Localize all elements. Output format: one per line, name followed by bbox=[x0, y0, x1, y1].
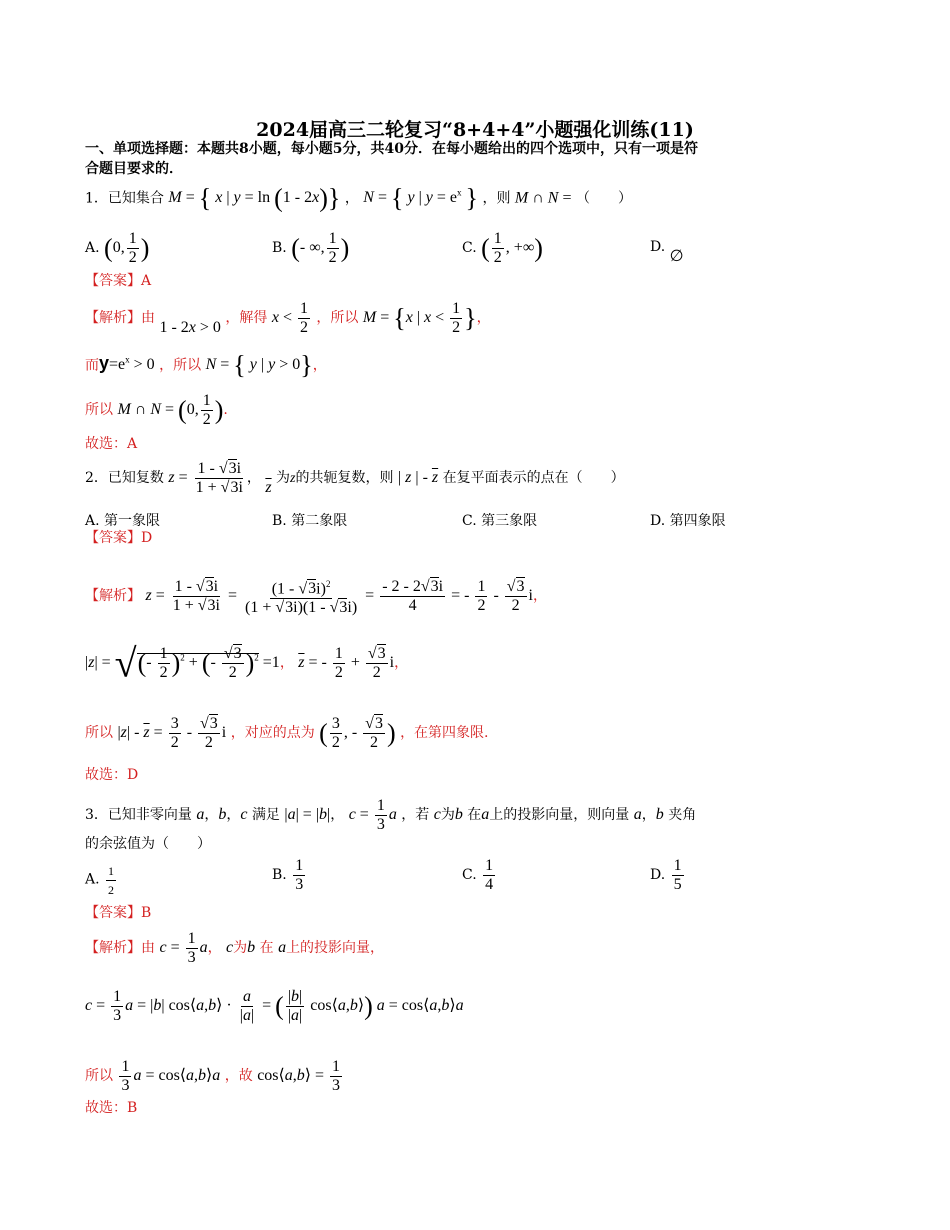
q1-conclusion: 故选：A bbox=[85, 436, 138, 452]
q1-stem-comma: ， bbox=[344, 190, 359, 207]
q3-conclusion: 故选：B bbox=[85, 1100, 138, 1116]
q2-explanation-line2: |z| = √(- $\frac{1}{2}$ )$^2$ + (- $\frac{√3}{2}$ )$^2$ =1， $\overline{z}$ = - $\frac{1}{2}$ + $\frac{√3}{2}$ i， bbox=[85, 640, 409, 686]
q3-stem-prefix: 3．已知非零向量 bbox=[85, 807, 192, 824]
q3-option-a-math: $\frac{1}{2}$ bbox=[108, 864, 115, 897]
section-instructions-line2: 合题目要求的． bbox=[85, 161, 183, 177]
q3-stem-if: ，若 bbox=[401, 807, 430, 824]
q2-expl-modulus: |z| = √(- $\frac{1}{2}$ )$^2$ + (- $\frac{√3}{2}$ )$^2$ =1 bbox=[85, 640, 280, 686]
q3-expl-label: 【解析】由 bbox=[85, 940, 155, 957]
q1-option-b bbox=[272, 230, 349, 267]
q2-expl-result: $|z| - \overline{z}$ = $\frac{3}{2}$ - $\frac{√3}{2}$ i bbox=[117, 715, 227, 751]
q2-explanation-line1: 【解析】 z = $\frac{1 - √3i}{1 + √3i}$ = $\frac{(1 - √3i)^2}{(1 + √3i)(1 - √3i)}$ = $\frac{- 2 - 2√3i}{4}$ = - $\frac{1}{2}$ - $\frac{√3}{2}$ i， bbox=[85, 575, 547, 617]
q3-option-c-label: C. bbox=[462, 867, 477, 884]
q3-option-c bbox=[462, 857, 497, 894]
q3-stem-proj: 上的投影向量，则向量 bbox=[489, 807, 630, 824]
q2-option-b: B. 第二象限 bbox=[272, 513, 348, 529]
q3-option-a bbox=[85, 862, 118, 899]
q1-explanation-line1: 【解析】由 1 - 2x > 0 ，解得 x < $\frac{1}{2}$ ，所以 M = {x | x < $\frac{1}{2}$ }， bbox=[85, 300, 491, 337]
q1-answer: 【答案】A bbox=[85, 273, 152, 289]
q3-answer: 【答案】B bbox=[85, 905, 152, 921]
q1-option-b-math: (- ∞, $\frac{1}{2}$ ) bbox=[291, 230, 350, 266]
page-title: 2024届高三二轮复习“8+4+4”小题强化训练(11) bbox=[256, 119, 694, 141]
vec-b: b bbox=[218, 806, 227, 824]
q3-option-c-math: $\frac{1}{4}$ bbox=[485, 857, 494, 893]
q1-option-d bbox=[650, 236, 684, 265]
q1-set-n: N = { y | $y = e^x$ } bbox=[363, 183, 478, 213]
q3-explanation-line1: 【解析】由 c = $\frac{1}{3}$ a， c为b 在 a上的投影向量， bbox=[85, 930, 385, 966]
q3-expl-so: 所以 bbox=[85, 1068, 113, 1085]
q2-expl-label: 【解析】 bbox=[85, 587, 141, 604]
q1-expl-solve: ，解得 bbox=[225, 310, 268, 327]
q3-expl-c: c = $\frac{1}{3}$ a bbox=[159, 930, 208, 966]
q3-option-d-math: $\frac{1}{5}$ bbox=[673, 857, 682, 893]
q1-expl-and: 而 bbox=[85, 357, 99, 374]
q3-expl-proj-calc: c = $\frac{1}{3}$ a = |b| cos⟨a,b⟩ · $\frac{a}{|a|}$ = ( $\frac{|b|}{|a|}$ cos⟨a,b⟩) a = cos⟨a,b⟩a bbox=[85, 988, 464, 1024]
q1-expl-so2: ，所以 bbox=[159, 357, 202, 374]
q2-answer: 【答案】D bbox=[85, 530, 153, 546]
q1-explanation-line2: 而$y=e^x > 0$ ，所以 N = { y | y > 0}， bbox=[85, 350, 327, 380]
q1-option-a-label: A. bbox=[85, 240, 100, 257]
q2-expl-point: ( $\frac{3}{2}$ , - $\frac{√3}{2}$ ) bbox=[319, 715, 396, 751]
q1-option-a bbox=[85, 230, 149, 267]
q2-z-def: z = $\frac{1 - √3i}{1 + √3i}$ bbox=[168, 460, 243, 496]
q3-expl-proj: 上的投影向量， bbox=[286, 940, 385, 957]
q1-expl-x: x < $\frac{1}{2}$ bbox=[271, 300, 308, 336]
q3-explanation-line2 bbox=[85, 988, 464, 1025]
q2-conclusion: 故选：D bbox=[85, 767, 139, 783]
q3-expl-on: 在 bbox=[259, 940, 274, 957]
q2-option-c: C. 第三象限 bbox=[462, 513, 538, 529]
q1-expl-m: M = {x | x < $\frac{1}{2}$ } bbox=[362, 300, 477, 336]
q2-expl-calc: z = $\frac{1 - √3i}{1 + √3i}$ = $\frac{(1 - √3i)^2}{(1 + √3i)(1 - √3i)}$ = $\frac{- 2 - 2√3i}{4}$ = - $\frac{1}{2}$ - $\frac{√3}{2}$ i bbox=[145, 587, 533, 604]
q2-stem-tail: 在复平面表示的点在（ ） bbox=[442, 470, 625, 487]
vec-a: a bbox=[196, 806, 205, 824]
q3-expl-is: 为 bbox=[233, 940, 248, 957]
q1-set-m: M = { x | y = ln (1 - 2x)} bbox=[168, 183, 341, 213]
q2-explanation-line3 bbox=[85, 715, 489, 752]
q1-stem-then: ，则 bbox=[482, 190, 511, 207]
q3-cond: |a| = |b| bbox=[284, 806, 331, 824]
q3-stem-line2: 的余弦值为（ ） bbox=[85, 836, 211, 852]
q2-zbar: $\overline{z}$ bbox=[265, 479, 272, 497]
q3-option-b-math: $\frac{1}{3}$ bbox=[295, 857, 304, 893]
q3-option-a-label: A. bbox=[85, 871, 100, 888]
empty-set-symbol: ∅ bbox=[669, 248, 684, 265]
q2-stem: 2．已知复数 z = $\frac{1 - √3i}{1 + √3i}$ ， $\overline{z}$ 为z的共轭复数，则 | z | - $\overline{z}$ 在复平面表示的点在（ ） bbox=[85, 460, 625, 497]
q1-expl-label: 【解析】由 bbox=[85, 310, 155, 327]
q2-expl-point-label: ，对应的点为 bbox=[230, 725, 315, 742]
q1-expl-exp: $y=e^x > 0$ bbox=[99, 353, 155, 374]
q2-expl-conj: $\overline{z}$ = - $\frac{1}{2}$ + $\frac{√3}{2}$ i bbox=[298, 645, 395, 681]
q1-option-c bbox=[462, 230, 543, 267]
q1-option-a-math: (0, $\frac{1}{2}$ ) bbox=[104, 230, 150, 266]
q3-expl-hence: ，故 bbox=[224, 1068, 253, 1085]
vec-c: c bbox=[240, 806, 248, 824]
q2-option-d: D. 第四象限 bbox=[650, 513, 726, 529]
q3-stem: 3．已知非零向量 a，b，c 满足 |a| = |b|， c = $\frac{1}{3}$ a ，若 c为b 在a上的投影向量，则向量 a，b 夹角 bbox=[85, 797, 697, 833]
q3-stem-on: 在 bbox=[467, 807, 482, 824]
q1-option-b-label: B. bbox=[272, 240, 287, 257]
q2-expl-so: 所以 bbox=[85, 725, 113, 742]
q3-expl-cos: cos⟨a,b⟩ = $\frac{1}{3}$ bbox=[257, 1058, 341, 1094]
q1-option-c-label: C. bbox=[462, 240, 477, 257]
q3-option-b bbox=[272, 857, 307, 894]
q2-stem-mid2: 的共轭复数，则 bbox=[295, 470, 394, 487]
q3-explanation-line3 bbox=[85, 1058, 344, 1095]
q1-expl-result: M ∩ N = (0, $\frac{1}{2}$ ) bbox=[117, 392, 224, 428]
q1-expl-so: ，所以 bbox=[316, 310, 359, 327]
q1-explanation-line3: 所以 M ∩ N = (0, $\frac{1}{2}$ ). bbox=[85, 392, 228, 428]
q1-option-c-math: ( $\frac{1}{2}$ , +∞) bbox=[481, 230, 543, 266]
q2-stem-prefix: 2．已知复数 bbox=[85, 470, 164, 487]
q1-stem bbox=[85, 183, 632, 213]
q3-option-d bbox=[650, 857, 686, 894]
q1-option-d-label: D. bbox=[650, 239, 666, 255]
q1-intersection: M ∩ N = bbox=[514, 189, 572, 207]
q1-expl-so3: 所以 bbox=[85, 402, 113, 419]
q1-expl-ineq: 1 - 2x > 0 bbox=[159, 319, 221, 337]
q3-stem-angle: 夹角 bbox=[668, 807, 697, 824]
q3-option-d-label: D. bbox=[650, 867, 666, 884]
q1-stem-prefix: 1．已知集合 bbox=[85, 190, 164, 207]
q2-expl-quadrant: ，在第四象限. bbox=[400, 725, 489, 742]
q1-expl-n: N = { y | y > 0} bbox=[205, 350, 313, 380]
section-instructions-line1: 一、单项选择题：本题共8小题，每小题5分，共40分．在每小题给出的四个选项中，只有一项是符 bbox=[85, 141, 698, 157]
q3-c-def: c = $\frac{1}{3}$ a bbox=[348, 797, 397, 833]
q3-stem-satisfy: 满足 bbox=[251, 807, 280, 824]
q1-stem-paren: （ ） bbox=[575, 190, 632, 207]
q2-option-a: A. 第一象限 bbox=[85, 513, 161, 529]
q3-expl-eq: $\frac{1}{3}$ a = cos⟨a,b⟩a bbox=[121, 1058, 221, 1094]
q2-expr: | z | - $\overline{z}$ bbox=[397, 469, 439, 487]
q3-stem-is: 为 bbox=[440, 807, 455, 824]
q3-option-b-label: B. bbox=[272, 867, 287, 884]
q2-stem-mid: 为 bbox=[276, 470, 291, 487]
